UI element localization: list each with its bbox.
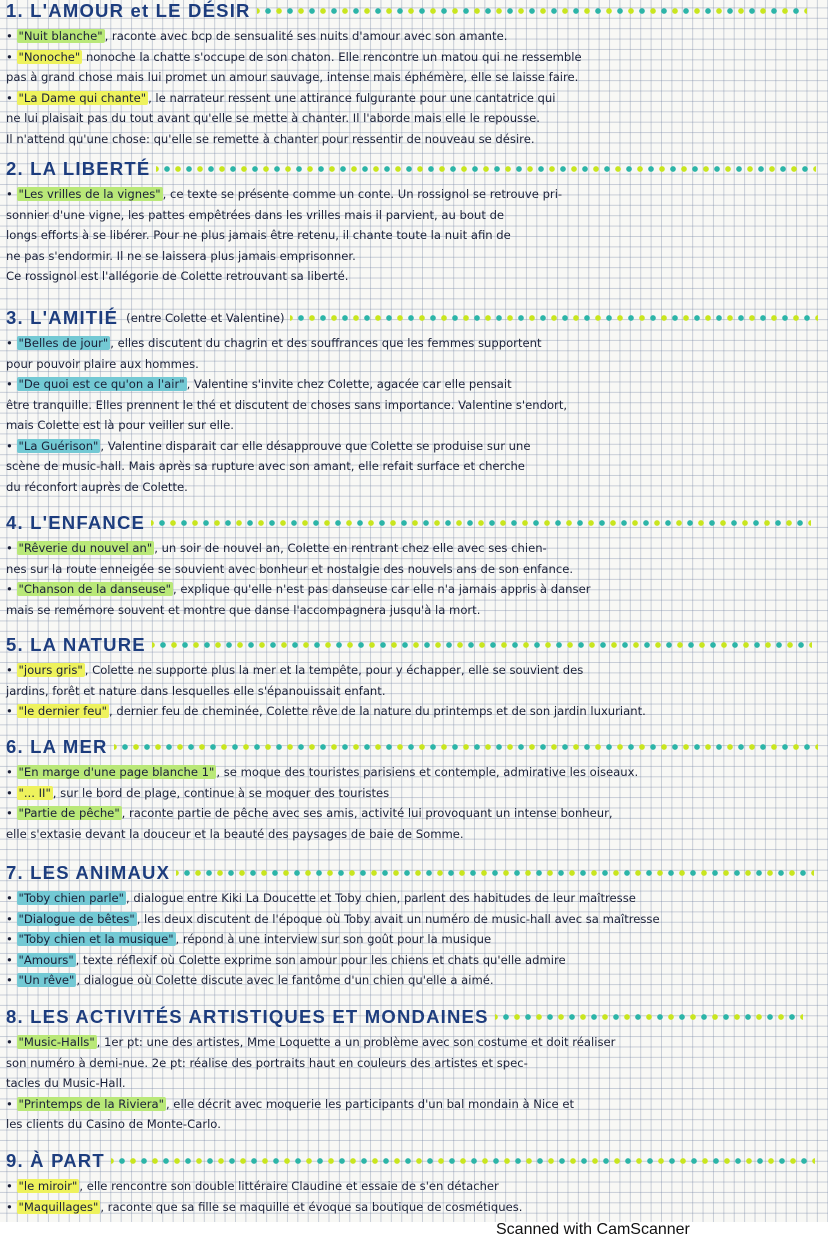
text-line: • "Amours" , texte réflexif où Colette exprime son amour pour les chiens et chats qu'elle admire: [6, 952, 566, 967]
section-title: 8. LES ACTIVITÉS ARTISTIQUES ET MONDAINES: [6, 1006, 489, 1027]
text-line: • "La Dame qui chante" , le narrateur ressent une attirance fulgurante pour une cantatrice qui: [6, 90, 556, 105]
section-heading: [6, 1150, 828, 1176]
section-4: [6, 512, 828, 620]
decorative-dot-row: [156, 165, 816, 173]
text-line: nes sur la route enneigée se souvient avec bonheur et nostalgie des nouvels ans de son enfance.: [6, 561, 574, 576]
decorative-dot-row: [257, 7, 807, 15]
text-line: • "Nonoche" nonoche la chatte s'occupe de son chaton. Elle rencontre un matou qui ne ressemble: [6, 49, 582, 64]
text-line: être tranquille. Elles prennent le thé et discutent de choses sans importance. Valentine s'endort,: [6, 397, 568, 412]
text-line: • "Belles de jour" , elles discutent du chagrin et des souffrances que les femmes supportent: [6, 336, 542, 350]
text-line: • "De quoi est ce qu'on a l'air" , Valentine s'invite chez Colette, agacée car elle pensait: [6, 377, 512, 391]
highlighted-title: "Amours": [18, 952, 74, 967]
text-line: tacles du Music-Hall.: [6, 1076, 126, 1090]
section-heading: [6, 0, 828, 26]
text-line: • "Dialogue de bêtes" , les deux discutent de l'époque où Toby avait un numéro de music-hall avec sa maîtresse: [6, 911, 660, 926]
text-line: mais Colette est là pour veiller sur elle.: [6, 418, 234, 432]
text-line: ne pas s'endormir. Il ne se laissera plus jamais emprisonner.: [6, 248, 356, 263]
section-5: [6, 634, 828, 722]
text-line: • "Nuit blanche" , raconte avec bcp de sensualité ses nuits d'amour avec son amante.: [6, 29, 508, 43]
text-line: • "Chanson de la danseuse" , explique qu'elle n'est pas danseuse car elle n'a jamais appris à danser: [6, 582, 591, 596]
section-title: 6. LA MER: [6, 736, 108, 757]
decorative-dot-row: [111, 1157, 815, 1165]
decorative-dot-row: [114, 743, 818, 751]
section-3: [6, 307, 828, 497]
text-line: • "En marge d'une page blanche 1" , se moque des touristes parisiens et contemple, admirative les oiseaux.: [6, 765, 639, 779]
highlighted-title: "Les vrilles de la vignes": [18, 187, 161, 201]
text-line: Ce rossignol est l'allégorie de Colette retrouvant sa liberté.: [6, 269, 349, 283]
section-subtitle: (entre Colette et Valentine): [126, 310, 285, 325]
decorative-dot-row: [176, 869, 814, 877]
text-line: • "Les vrilles de la vignes" , ce texte se présente comme un conte. Un rossignol se retrouve pri-: [6, 187, 563, 201]
highlighted-title: "Printemps de la Riviera": [18, 1096, 164, 1111]
section-7: [6, 862, 828, 991]
highlighted-title: "Partie de pêche": [18, 806, 120, 820]
section-8: [6, 1006, 828, 1135]
text-line: • "Toby chien et la musique" , répond à une interview sur son goût pour la musique: [6, 932, 492, 946]
text-line: elle s'extasie devant la douceur et la beauté des paysages de baie de Somme.: [6, 826, 464, 841]
highlighted-title: "jours gris": [18, 663, 83, 677]
text-line: mais se remémore souvent et montre que danse l'accompagnera jusqu'à la mort.: [6, 602, 481, 617]
highlighted-title: "La Dame qui chante": [18, 90, 147, 105]
highlighted-title: "... II": [18, 785, 51, 800]
text-line: ne lui plaisait pas du tout avant qu'elle se mette à chanter. Il l'aborde mais elle le repousse.: [6, 111, 540, 125]
section-title: 1. L'AMOUR et LE DÉSIR: [6, 0, 251, 21]
text-line: • "Un rêve" , dialogue où Colette discute avec le fantôme d'un chien qu'elle a aimé.: [6, 973, 494, 987]
text-line: • "le miroir" , elle rencontre son double littéraire Claudine et essaie de s'en détacher: [6, 1179, 499, 1193]
highlighted-title: "Toby chien et la musique": [18, 932, 174, 946]
highlighted-title: "Rêverie du nouvel an": [18, 541, 153, 555]
section-title: 4. L'ENFANCE: [6, 512, 146, 533]
highlighted-title: "Toby chien parle": [18, 891, 125, 905]
section-title: 5. LA NATURE: [6, 634, 146, 655]
highlighted-title: "La Guérison": [18, 438, 99, 453]
text-line: • "Partie de pêche" , raconte partie de pêche avec ses amis, activité lui provoquant un intense bonheur,: [6, 806, 613, 820]
decorative-dot-row: [290, 314, 818, 322]
text-line: du réconfort auprès de Colette.: [6, 479, 188, 494]
text-line: • "Maquillages" , raconte que sa fille se maquille et évoque sa boutique de cosmétiques.: [6, 1199, 523, 1214]
section-6: [6, 736, 828, 844]
section-title: 2. LA LIBERTÉ: [6, 158, 151, 179]
text-line: sonnier d'une vigne, les pattes empêtrées dans les vrilles mais il parvient, au bout de: [6, 207, 505, 222]
section-heading: [6, 862, 828, 888]
decorative-dot-row: [151, 519, 811, 527]
highlighted-title: "Nuit blanche": [18, 29, 103, 43]
text-line: son numéro à demi-nue. 2e pt: réalise des portraits haut en couleurs des artistes et spec-: [6, 1055, 528, 1070]
text-line: pour pouvoir plaire aux hommes.: [6, 356, 199, 371]
text-line: • "Rêverie du nouvel an" , un soir de nouvel an, Colette en rentrant chez elle avec ses chien-: [6, 541, 547, 555]
text-line: les clients du Casino de Monte-Carlo.: [6, 1117, 221, 1131]
section-heading: [6, 634, 828, 660]
highlighted-title: "Music-Halls": [18, 1035, 95, 1049]
highlighted-title: "Nonoche": [18, 49, 81, 64]
decorative-dot-row: [152, 641, 812, 649]
section-title: 3. L'AMITIÉ: [6, 307, 119, 328]
section-heading: [6, 512, 828, 538]
section-9: [6, 1150, 828, 1217]
highlighted-title: "le dernier feu": [18, 704, 108, 718]
text-line: • "le dernier feu" , dernier feu de cheminée, Colette rêve de la nature du printemps et de son jardin luxuriant.: [6, 704, 646, 718]
highlighted-title: "Chanson de la danseuse": [18, 582, 171, 596]
highlighted-title: "Belles de jour": [18, 336, 109, 350]
text-line: jardins, forêt et nature dans lesquelles elle s'épanouissait enfant.: [6, 683, 386, 698]
section-2: [6, 158, 828, 287]
section-title: 9. À PART: [6, 1150, 105, 1171]
text-line: • "Toby chien parle" , dialogue entre Kiki La Doucette et Toby chien, parlent des habitudes de leur maîtresse: [6, 891, 636, 905]
text-line: • "... II" , sur le bord de plage, continue à se moquer des touristes: [6, 785, 390, 800]
text-line: • "La Guérison" , Valentine disparait car elle désapprouve que Colette se produise sur une: [6, 438, 531, 453]
highlighted-title: "En marge d'une page blanche 1": [18, 765, 215, 779]
section-title: 7. LES ANIMAUX: [6, 862, 171, 883]
text-line: scène de music-hall. Mais après sa rupture avec son amant, elle refait surface et cherche: [6, 459, 525, 473]
text-line: Il n'attend qu'une chose: qu'elle se remette à chanter pour ressentir de nouveau se désire.: [6, 131, 535, 146]
text-line: • "Music-Halls" , 1er pt: une des artistes, Mme Loquette a un problème avec son costume et doit réaliser: [6, 1035, 616, 1049]
section-heading: [6, 1006, 828, 1032]
text-line: • "jours gris" , Colette ne supporte plus la mer et la tempête, pour y échapper, elle se souvient des: [6, 663, 584, 677]
section-heading: [6, 307, 828, 333]
highlighted-title: "Un rêve": [18, 973, 75, 987]
highlighted-title: "Dialogue de bêtes": [18, 911, 135, 926]
highlighted-title: "De quoi est ce qu'on a l'air": [18, 377, 185, 391]
section-heading: [6, 158, 828, 184]
highlighted-title: "le miroir": [18, 1179, 78, 1193]
text-line: • "Printemps de la Riviera" , elle décrit avec moquerie les participants d'un bal mondain à Nice et: [6, 1096, 575, 1111]
section-heading: [6, 736, 828, 762]
decorative-dot-row: [495, 1013, 803, 1021]
highlighted-title: "Maquillages": [18, 1199, 99, 1214]
text-line: pas à grand chose mais lui promet un amour sauvage, intense mais éphémère, elle se laisse faire.: [6, 70, 579, 84]
section-1: [6, 0, 828, 149]
text-line: longs efforts à se libérer. Pour ne plus jamais être retenu, il chante toute la nuit afin de: [6, 228, 511, 242]
scanner-watermark: Scanned with CamScanner: [496, 1221, 690, 1238]
